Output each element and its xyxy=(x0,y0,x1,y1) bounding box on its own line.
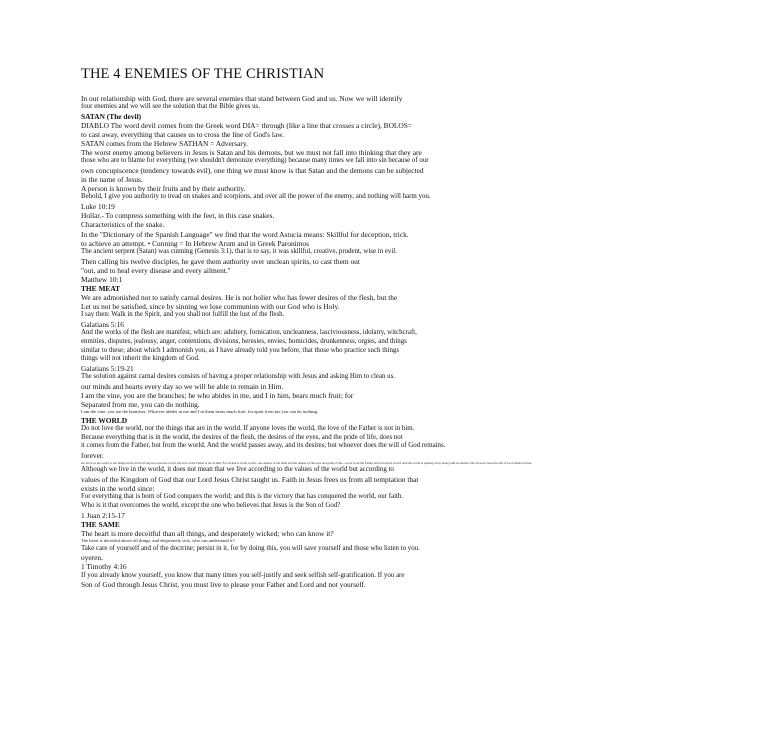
document-page xyxy=(81,66,753,589)
text-line: Although we live in the world, it does not mean that we live according to the values of the world but according to xyxy=(81,466,394,474)
text-line: Because everything that is in the world, the desires of the flesh, the desires of the eyes, and the pride of life, does not xyxy=(81,433,403,441)
text-line: If you already know yourself, you know that many times you self-justify and seek selfish self-gratification. If you are xyxy=(81,571,405,579)
text-line: Son of God through Jesus Christ, you must live to please your Father and Lord and not yourself. xyxy=(81,580,366,590)
text-line: Then calling his twelve disciples, he gave them authority over unclean spirits, to cast them out xyxy=(81,256,360,266)
text-line: We are admonished not to satisfy carnal desires. He is not holier who has fewer desires of the flesh, but the xyxy=(81,292,398,302)
text-line: I am the vine, you are the branches; he who abides in me, and I in him, bears much fruit; for xyxy=(81,391,354,401)
text-line: own concupiscence (tendency towards evil), one thing we must know is that Satan and the demons can be subjected xyxy=(81,166,424,176)
text-line: The ancient serpent (Satan) was cunning (Genesis 3:1), that is to say, it was skillful, creative, prudent, wise in evil. xyxy=(81,247,397,255)
text-line: The heart is deceitful above all things, and desperately sick; who can understand it? xyxy=(81,538,235,544)
text-line: I am the vine; you are the branches. Whoever abides in me and I in them bears much fruit, for apart from me you can do nothing. xyxy=(81,409,319,415)
text-line: Galatians 5:16 xyxy=(81,319,124,329)
text-line: Take care of yourself and of the doctrine; persist in it, for by doing this, you will save yourself and those who listen to you. xyxy=(81,544,420,552)
text-line: Do not love the world, nor the things that are in the world. If anyone loves the world, the love of the Father is not in him. xyxy=(81,424,415,432)
text-line: to achieve an attempt. • Cunning = In Hebrew Arum and in Greek Paronimos xyxy=(81,238,310,248)
text-line: Behold, I give you authority to tread on snakes and scorpions, and over all the power of the enemy, and nothing will harm you. xyxy=(81,193,431,201)
text-line: it comes from the Father, but from the world. And the world passes away, and its desires; but whoever does the will of God remains. xyxy=(81,442,446,450)
text-line: Separated from me, you can do nothing. xyxy=(81,400,200,410)
text-line: DIABLO The word devil comes from the Greek word DIA= through (like a line that crosses a circle), BOLOS= xyxy=(81,120,413,130)
text-line: Let us not be satisfied, since by sinning we lose communion with our God who is Holy. xyxy=(81,301,340,311)
text-line: In our relationship with God, there are several enemies that stand between God and us. Now we will identify xyxy=(81,94,403,103)
text-line: forever. xyxy=(81,451,104,461)
text-line: exists in the world since: xyxy=(81,484,155,494)
text-line: I say then: Walk in the Spirit, and you shall not fulfill the lust of the flesh. xyxy=(81,311,285,319)
text-line: Matthew 10:1 xyxy=(81,274,123,284)
section-heading: THE WORLD xyxy=(81,415,128,425)
text-line: SATAN comes from the Hebrew SATHAN = Adversary. xyxy=(81,139,248,149)
section-heading: THE SAME xyxy=(81,519,120,529)
text-line: 1 Juan 2:15-17 xyxy=(81,510,125,520)
text-line: Characteristics of the snake. xyxy=(81,220,165,230)
text-line: And the works of the flesh are manifest, which are: adultery, fornication, uncleanness, lasciviousness, idolatry, witchcraft, xyxy=(81,328,417,336)
text-line: For everything that is born of God conquers the world; and this is the victory that has conquered the world, our faith. xyxy=(81,493,404,501)
section-heading: THE MEAT xyxy=(81,283,121,293)
text-line: four enemies and we will see the solution that the Bible gives us. xyxy=(81,103,260,111)
text-line: Hollar.- To compress something with the feet, in this case snakes. xyxy=(81,211,275,221)
text-line: enmities, disputes, jealousy, anger, contentions, divisions, heresies, envies, homicides, drunkenness, orgies, and things xyxy=(81,337,407,345)
text-line: things will not inherit the kingdom of God. xyxy=(81,355,200,363)
text-line: those who are to blame for everything (we shouldn't demonize everything) because many times we fall into sin because of our xyxy=(81,157,429,165)
document-title: THE 4 ENEMIES OF THE CHRISTIAN xyxy=(81,66,325,82)
text-line: Galatians 5:19-21 xyxy=(81,364,134,374)
text-line: 1 Timothy 4:16 xyxy=(81,562,127,572)
text-line: In the "Dictionary of the Spanish Language" we find that the word Astucia means: Skillful for deception, trick. xyxy=(81,229,409,239)
text-line: similar to these; about which I admonish you, as I have already told you before, that those who practice such things xyxy=(81,346,400,354)
text-line: A person is known by their fruits and by their authority. xyxy=(81,184,246,194)
text-line: values of the Kingdom of God that our Lord Jesus Christ taught us. Faith in Jesus frees us from all temptation that xyxy=(81,475,419,485)
text-line: Who is it that overcomes the world, except the one who believes that Jesus is the Son of God? xyxy=(81,502,341,510)
text-line: oyeren. xyxy=(81,553,103,563)
text-line: Luke 10:19 xyxy=(81,202,115,212)
text-line: The solution against carnal desires consists of having a proper relationship with Jesus and asking Him to clean us. xyxy=(81,373,396,381)
text-line: our minds and hearts every day so we will be able to remain in Him. xyxy=(81,382,284,392)
text-line: in the name of Jesus. xyxy=(81,175,143,185)
text-line: Do not love the world or the things in the world. If anyone loves the world, the love of the Father is not in him. For all that is in the world—the desires of the flesh and the desires of the eyes and pride of life—is not from the Father but is from the world. And the world is passing away along with its desires, but whoever does the will of God abides forever. xyxy=(81,461,533,466)
document-body xyxy=(81,94,753,589)
text-line: "out, and to heal every disease and every ailment." xyxy=(81,265,231,275)
text-line: to cast away, everything that causes us to cross the line of God's law. xyxy=(81,130,284,140)
text-line: The worst enemy among believers in Jesus is Satan and his demons, but we must not fall into thinking that they are xyxy=(81,148,422,158)
text-line: The heart is more deceitful than all things, and desperately wicked; who can know it? xyxy=(81,529,334,539)
section-heading: SATAN (The devil) xyxy=(81,111,142,121)
